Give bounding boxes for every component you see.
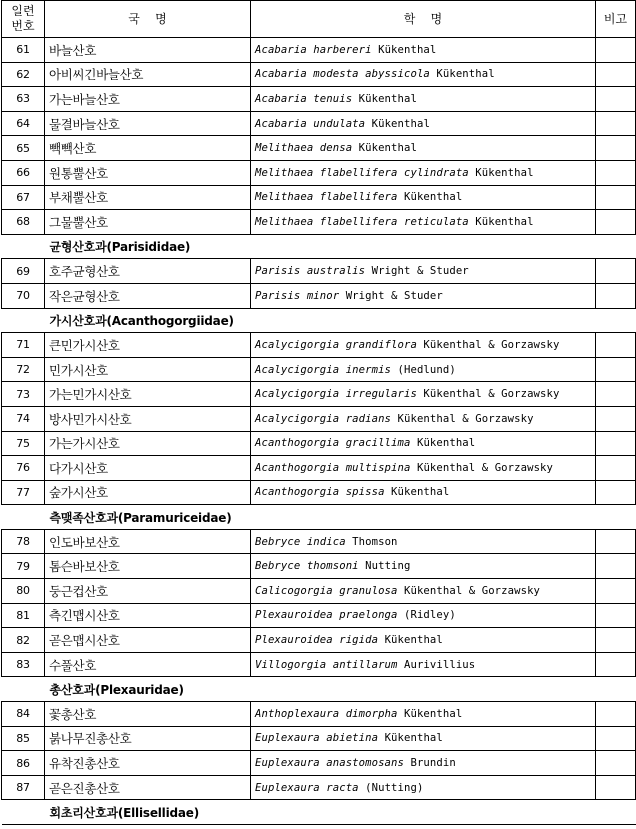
serial-number-cell: 72 — [2, 357, 45, 382]
binomial-name: Acabaria modesta abyssicola — [255, 68, 430, 81]
author-citation: (Ridley) — [397, 609, 456, 622]
table-row — [2, 382, 636, 407]
table-row — [2, 775, 636, 800]
family-heading-row — [2, 677, 636, 702]
table-row — [2, 751, 636, 776]
korean-name-cell: 호주균형산호 — [45, 259, 251, 284]
header-serial-line2: 번호 — [11, 19, 35, 33]
scientific-name-cell — [251, 406, 596, 431]
author-citation: Kükenthal — [384, 486, 450, 499]
author-citation: Wright & Studer — [339, 289, 443, 302]
scientific-name-cell — [251, 431, 596, 456]
scientific-name-cell — [251, 38, 596, 63]
remarks-cell — [596, 160, 636, 185]
korean-name-cell: 인도바보산호 — [45, 529, 251, 554]
binomial-name: Parisis australis — [255, 265, 366, 278]
korean-name-cell: 바늘산호 — [45, 38, 251, 63]
korean-name-cell: 아비씨긴바늘산호 — [45, 62, 251, 87]
serial-number-cell: 75 — [2, 431, 45, 456]
binomial-name: Acalycigorgia irregularis — [255, 388, 417, 401]
serial-number-cell: 63 — [2, 87, 45, 112]
korean-name-cell: 작은균형산호 — [45, 283, 251, 308]
author-citation: Kükenthal — [371, 43, 437, 56]
author-citation: (Nutting) — [358, 781, 424, 794]
binomial-name: Acabaria harbereri — [255, 43, 372, 56]
author-citation: Brundin — [404, 757, 456, 770]
family-heading-row — [2, 505, 636, 530]
scientific-name-cell — [251, 652, 596, 677]
author-citation: Kükenthal — [410, 437, 476, 450]
remarks-cell — [596, 38, 636, 63]
korean-name-cell: 원통뿔산호 — [45, 160, 251, 185]
remarks-cell — [596, 87, 636, 112]
scientific-name-cell — [251, 333, 596, 358]
korean-name-cell: 유착진총산호 — [45, 751, 251, 776]
serial-number-cell: 64 — [2, 111, 45, 136]
author-citation: Kükenthal & Gorzawsky — [416, 338, 560, 351]
remarks-cell — [596, 382, 636, 407]
serial-number-cell: 66 — [2, 160, 45, 185]
family-heading: 균형산호과(Parisididae) — [2, 234, 636, 259]
binomial-name: Melithaea flabellifera reticulata — [255, 215, 469, 228]
serial-number-cell: 77 — [2, 480, 45, 505]
remarks-cell — [596, 259, 636, 284]
table-row — [2, 87, 636, 112]
serial-number-cell: 85 — [2, 726, 45, 751]
serial-number-cell: 71 — [2, 333, 45, 358]
scientific-name-cell — [251, 628, 596, 653]
korean-name-cell: 톰슨바보산호 — [45, 554, 251, 579]
remarks-cell — [596, 406, 636, 431]
serial-number-cell: 81 — [2, 603, 45, 628]
remarks-cell — [596, 603, 636, 628]
korean-name-cell: 가는바늘산호 — [45, 87, 251, 112]
family-heading-row — [2, 234, 636, 259]
serial-number-cell: 87 — [2, 775, 45, 800]
korean-name-cell: 다가시산호 — [45, 456, 251, 481]
serial-number-cell: 69 — [2, 259, 45, 284]
table-row — [2, 136, 636, 161]
remarks-cell — [596, 480, 636, 505]
scientific-name-cell — [251, 160, 596, 185]
scientific-name-cell — [251, 357, 596, 382]
korean-name-cell: 숲가시산호 — [45, 480, 251, 505]
family-heading: 회초리산호과(Ellisellidae) — [2, 800, 636, 825]
remarks-cell — [596, 210, 636, 235]
table-row — [2, 702, 636, 727]
serial-number-cell: 62 — [2, 62, 45, 87]
binomial-name: Acanthogorgia gracillima — [255, 437, 411, 450]
korean-name-cell: 가는민가시산호 — [45, 382, 251, 407]
scientific-name-cell — [251, 185, 596, 210]
binomial-name: Plexauroidea rigida — [255, 634, 379, 647]
table-row — [2, 480, 636, 505]
korean-name-cell: 그물뿔산호 — [45, 210, 251, 235]
table-header-row — [2, 1, 636, 38]
serial-number-cell: 82 — [2, 628, 45, 653]
family-heading-row — [2, 308, 636, 333]
binomial-name: Calicogorgia granulosa — [255, 584, 398, 597]
author-citation: Kükenthal & Gorzawsky — [391, 412, 534, 425]
header-serial-line1: 일련 — [11, 4, 35, 18]
serial-number-cell: 74 — [2, 406, 45, 431]
serial-number-cell: 86 — [2, 751, 45, 776]
binomial-name: Melithaea densa — [255, 142, 353, 155]
author-citation: Kükenthal — [365, 117, 430, 130]
table-row — [2, 333, 636, 358]
table-row — [2, 406, 636, 431]
remarks-cell — [596, 456, 636, 481]
korean-name-cell: 큰민가시산호 — [45, 333, 251, 358]
korean-name-cell: 수풀산호 — [45, 652, 251, 677]
binomial-name: Acanthogorgia multispina — [255, 461, 411, 474]
binomial-name: Euplexaura racta — [255, 781, 359, 794]
author-citation: Kükenthal & Gorzawsky — [416, 388, 560, 401]
author-citation: Kükenthal — [378, 732, 443, 745]
scientific-name-cell — [251, 62, 596, 87]
table-row — [2, 554, 636, 579]
remarks-cell — [596, 751, 636, 776]
table-row — [2, 160, 636, 185]
binomial-name: Acanthogorgia spissa — [255, 486, 385, 499]
korean-name-cell: 민가시산호 — [45, 357, 251, 382]
scientific-name-cell — [251, 259, 596, 284]
author-citation: Kükenthal — [397, 707, 463, 720]
korean-name-cell: 빽빽산호 — [45, 136, 251, 161]
remarks-cell — [596, 111, 636, 136]
remarks-cell — [596, 333, 636, 358]
korean-name-cell: 곧은맵시산호 — [45, 628, 251, 653]
binomial-name: Acalycigorgia grandiflora — [255, 338, 417, 351]
serial-number-cell: 79 — [2, 554, 45, 579]
header-remarks: 비고 — [596, 1, 636, 38]
table-row — [2, 726, 636, 751]
remarks-cell — [596, 357, 636, 382]
binomial-name: Acalycigorgia inermis — [255, 363, 392, 376]
remarks-cell — [596, 628, 636, 653]
remarks-cell — [596, 529, 636, 554]
scientific-name-cell — [251, 529, 596, 554]
scientific-name-cell — [251, 702, 596, 727]
family-heading-row — [2, 800, 636, 825]
scientific-name-cell — [251, 111, 596, 136]
binomial-name: Parisis minor — [255, 289, 340, 302]
binomial-name: Melithaea flabellifera — [255, 191, 398, 204]
author-citation: Nutting — [358, 560, 411, 573]
header-serial-number — [2, 1, 45, 38]
korean-name-cell: 가는가시산호 — [45, 431, 251, 456]
scientific-name-cell — [251, 775, 596, 800]
binomial-name: Melithaea flabellifera cylindrata — [255, 166, 469, 179]
korean-name-cell: 붉나무진총산호 — [45, 726, 251, 751]
binomial-name: Plexauroidea praelonga — [255, 609, 398, 622]
remarks-cell — [596, 652, 636, 677]
table-row — [2, 652, 636, 677]
remarks-cell — [596, 579, 636, 604]
table-row — [2, 456, 636, 481]
serial-number-cell: 80 — [2, 579, 45, 604]
table-row — [2, 603, 636, 628]
family-heading: 측맺족산호과(Paramuriceidae) — [2, 505, 636, 530]
scientific-name-cell — [251, 87, 596, 112]
korean-name-cell: 부채뿔산호 — [45, 185, 251, 210]
remarks-cell — [596, 136, 636, 161]
remarks-cell — [596, 554, 636, 579]
korean-name-cell: 꽃총산호 — [45, 702, 251, 727]
author-citation: Kükenthal — [429, 68, 495, 81]
remarks-cell — [596, 185, 636, 210]
remarks-cell — [596, 726, 636, 751]
remarks-cell — [596, 283, 636, 308]
table-row — [2, 259, 636, 284]
author-citation: Kükenthal & Gorzawsky — [410, 461, 553, 474]
table-row — [2, 62, 636, 87]
author-citation: Kükenthal — [378, 634, 443, 647]
author-citation: Kükenthal — [397, 191, 463, 204]
binomial-name: Villogorgia antillarum — [255, 658, 398, 671]
serial-number-cell: 78 — [2, 529, 45, 554]
scientific-name-cell — [251, 283, 596, 308]
header-korean-name: 국 명 — [45, 1, 251, 38]
serial-number-cell: 76 — [2, 456, 45, 481]
binomial-name: Acalycigorgia radians — [255, 412, 392, 425]
korean-name-cell: 방사민가시산호 — [45, 406, 251, 431]
serial-number-cell: 73 — [2, 382, 45, 407]
binomial-name: Euplexaura abietina — [255, 732, 379, 745]
scientific-name-cell — [251, 382, 596, 407]
binomial-name: Bebryce thomsoni — [255, 560, 359, 573]
binomial-name: Bebryce indica — [255, 535, 346, 548]
species-table — [1, 0, 636, 825]
author-citation: Kükenthal — [468, 166, 534, 179]
serial-number-cell: 83 — [2, 652, 45, 677]
scientific-name-cell — [251, 579, 596, 604]
serial-number-cell: 68 — [2, 210, 45, 235]
scientific-name-cell — [251, 480, 596, 505]
author-citation: Aurivillius — [397, 658, 476, 671]
table-row — [2, 38, 636, 63]
binomial-name: Acabaria undulata — [255, 117, 366, 130]
scientific-name-cell — [251, 456, 596, 481]
serial-number-cell: 67 — [2, 185, 45, 210]
remarks-cell — [596, 431, 636, 456]
table-row — [2, 210, 636, 235]
author-citation: Thomson — [345, 535, 398, 548]
scientific-name-cell — [251, 726, 596, 751]
serial-number-cell: 65 — [2, 136, 45, 161]
binomial-name: Euplexaura anastomosans — [255, 757, 404, 770]
author-citation: Kükenthal — [468, 215, 534, 228]
serial-number-cell: 70 — [2, 283, 45, 308]
author-citation: Kükenthal — [352, 142, 417, 155]
author-citation: Kükenthal — [352, 92, 417, 105]
author-citation: Wright & Studer — [365, 265, 469, 278]
table-row — [2, 628, 636, 653]
remarks-cell — [596, 702, 636, 727]
species-table-body — [2, 1, 636, 825]
binomial-name: Acabaria tenuis — [255, 92, 353, 105]
binomial-name: Anthoplexaura dimorpha — [255, 707, 398, 720]
scientific-name-cell — [251, 554, 596, 579]
table-row — [2, 579, 636, 604]
remarks-cell — [596, 62, 636, 87]
korean-name-cell: 곧은진총산호 — [45, 775, 251, 800]
family-heading: 가시산호과(Acanthogorgiidae) — [2, 308, 636, 333]
table-row — [2, 529, 636, 554]
table-row — [2, 111, 636, 136]
korean-name-cell: 측긴맵시산호 — [45, 603, 251, 628]
korean-name-cell: 둥근컵산호 — [45, 579, 251, 604]
korean-name-cell: 물결바늘산호 — [45, 111, 251, 136]
serial-number-cell: 61 — [2, 38, 45, 63]
table-row — [2, 185, 636, 210]
scientific-name-cell — [251, 751, 596, 776]
author-citation: Kükenthal & Gorzawsky — [397, 584, 541, 597]
author-citation: (Hedlund) — [391, 363, 456, 376]
family-heading: 총산호과(Plexauridae) — [2, 677, 636, 702]
scientific-name-cell — [251, 136, 596, 161]
scientific-name-cell — [251, 603, 596, 628]
remarks-cell — [596, 775, 636, 800]
serial-number-cell: 84 — [2, 702, 45, 727]
table-row — [2, 283, 636, 308]
table-row — [2, 431, 636, 456]
table-row — [2, 357, 636, 382]
scientific-name-cell — [251, 210, 596, 235]
header-scientific-name: 학 명 — [251, 1, 596, 38]
